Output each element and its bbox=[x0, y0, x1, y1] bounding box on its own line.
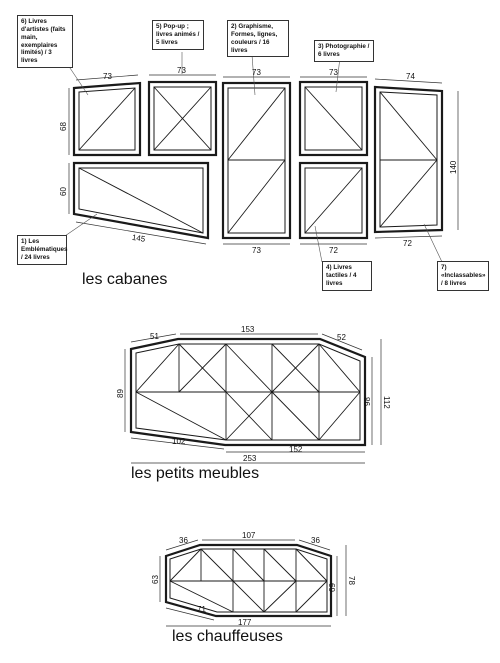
cabane-inclassables-box bbox=[375, 87, 442, 232]
note-emblematiques: 1) Les Emblématiques / 24 livres bbox=[17, 235, 67, 265]
dim-label: 73 bbox=[329, 68, 338, 77]
dim-label: 60 bbox=[59, 187, 68, 196]
dim-label: 140 bbox=[449, 160, 458, 174]
cabane-popup-box bbox=[149, 82, 216, 155]
note-photographie: 3) Photographie / 6 livres bbox=[314, 40, 374, 62]
chauffeuses-group bbox=[160, 540, 346, 626]
dim-label: 107 bbox=[242, 531, 256, 540]
dim-label: 74 bbox=[406, 72, 415, 81]
cabane-graphisme-box bbox=[223, 83, 290, 238]
dim-label: 112 bbox=[382, 396, 391, 409]
dim-label: 72 bbox=[329, 246, 338, 255]
note-popup: 5) Pop-up ; livres animés / 5 livres bbox=[152, 20, 204, 50]
petits-meubles-group bbox=[125, 334, 381, 463]
dim-label: 98 bbox=[363, 397, 372, 406]
dim-label: 253 bbox=[243, 454, 257, 463]
dim-label: 152 bbox=[289, 445, 303, 454]
cabane-tactiles-box bbox=[300, 163, 367, 238]
dim-label: 72 bbox=[403, 239, 412, 248]
cabanes-group bbox=[62, 52, 458, 262]
cabane-artistes-box bbox=[74, 83, 140, 155]
dim-label: 52 bbox=[337, 333, 346, 342]
dim-label: 145 bbox=[131, 232, 146, 244]
dim-label: 68 bbox=[59, 122, 68, 131]
dim-label: 73 bbox=[177, 66, 186, 75]
dim-label: 51 bbox=[150, 332, 159, 341]
dim-label: 177 bbox=[238, 618, 252, 627]
dim-label: 89 bbox=[116, 389, 125, 398]
note-artistes: 6) Livres d'artistes (faits main, exemplaires limités) / 3 livres bbox=[17, 15, 73, 68]
dim-label: 73 bbox=[103, 72, 112, 81]
dim-label: 78 bbox=[347, 576, 356, 585]
note-tactiles: 4) Livres tactiles / 4 livres bbox=[322, 261, 372, 291]
dim-label: 63 bbox=[151, 575, 160, 584]
note-graphisme: 2) Graphisme, Formes, lignes, couleurs / 16 livres bbox=[227, 20, 289, 57]
cabane-emblematiques-box bbox=[74, 163, 208, 238]
cabane-photographie-box bbox=[300, 82, 367, 155]
section-title-chauffeuses: les chauffeuses bbox=[172, 628, 283, 645]
dim-label: 71 bbox=[197, 605, 206, 614]
dim-label: 73 bbox=[252, 246, 261, 255]
dim-label: 153 bbox=[241, 325, 255, 334]
dim-label: 102 bbox=[172, 437, 186, 446]
dim-label: 36 bbox=[179, 536, 188, 545]
section-title-petits-meubles: les petits meubles bbox=[131, 465, 260, 482]
dim-label: 73 bbox=[252, 68, 261, 77]
note-inclassables: 7) «Inclassables» / 8 livres bbox=[437, 261, 489, 291]
dim-label: 36 bbox=[311, 536, 320, 545]
section-title-cabanes: les cabanes bbox=[82, 271, 168, 288]
dim-label: 69 bbox=[328, 583, 337, 592]
